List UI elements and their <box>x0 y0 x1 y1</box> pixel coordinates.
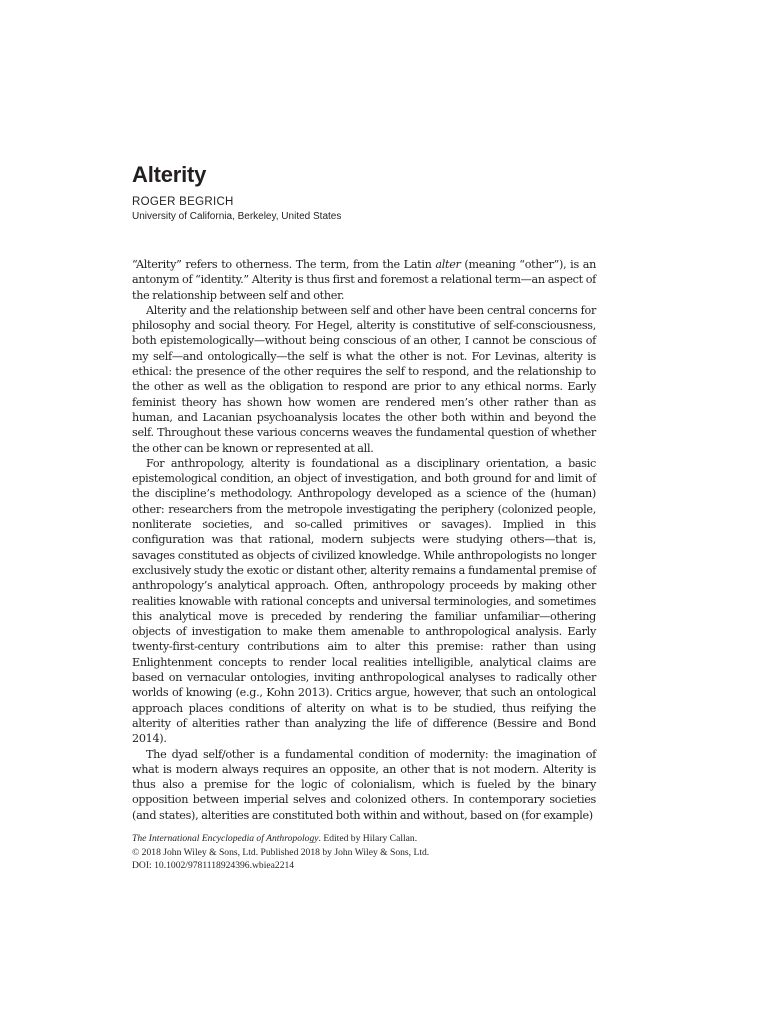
article-body <box>132 257 596 823</box>
paragraph-2: Alterity and the relationship between self and other have been central concerns for philosophy and social theory. For Hegel, alterity is constitutive of self-consciousness, both epistemologically—without being conscious of an other, I cannot be conscious of my self—and ontologically—the self is what the other is not. For Levinas, alterity is ethical: the presence of the other requires the self to respond, and the relationship to the other as well as the obligation to respond are prior to any ethical norms. Early feminist theory has shown how women are rendered men’s other rather than as human, and Lacanian psychoanalysis locates the other both within and beyond the self. Throughout these various concerns weaves the fundamental question of whether the other can be known or represented at all. <box>132 303 596 455</box>
author-affiliation: University of California, Berkeley, United States <box>132 211 342 222</box>
paragraph-1 <box>132 257 596 303</box>
latin-term: alter <box>435 258 461 271</box>
paragraph-1-text-a: “Alterity” refers to otherness. The term, from the Latin <box>132 258 436 271</box>
copyright-line: © 2018 John Wiley & Sons, Ltd. Published 2018 by John Wiley & Sons, Ltd. <box>132 846 430 858</box>
encyclopedia-title: The International Encyclopedia of Anthropology <box>132 833 319 844</box>
citation-footer <box>132 832 596 873</box>
author-name: ROGER BEGRICH <box>132 196 234 208</box>
doi-line: DOI: 10.1002/9781118924396.wbiea2214 <box>132 860 295 871</box>
citation-editor: . Edited by Hilary Callan. <box>318 833 418 844</box>
paragraph-3: For anthropology, alterity is foundational as a disciplinary orientation, a basic epistemological condition, an object of investigation, and both ground for and limit of the discipline’s methodology. Anthropology developed as a science of the (human) other: researchers from the metropole investigating the periphery (colonized people, nonliterate societies, and so-called primitives or savages). Implied in this configuration was that rational, modern subjects were studying others—that is, savages constituted as objects of civilized knowledge. While anthropologists no longer exclusively study the exotic or distant other, alterity remains a fundamental premise of anthropology’s analytical approach. Often, anthropology proceeds by making other realities knowable with rational concepts and universal terminologies, and sometimes this analytical move is preceded by rendering the familiar unfamiliar—othering objects of investigation to make them amenable to anthropological analysis. Early twenty-first-century contributions aim to alter this premise: rather than using Enlightenment concepts to render local realities intelligible, analytical claims are based on vernacular ontologies, inviting anthropological analyses to radically other worlds of knowing (e.g., Kohn 2013). Critics argue, however, that such an ontological approach places conditions of alterity on what is to be studied, thus reifying the alterity of alterities rather than analyzing the life of difference (Bessire and Bond 2014). <box>132 456 596 746</box>
article-title: Alterity <box>132 162 207 187</box>
paragraph-1-text-b: (meaning “other”), is an antonym of “identity.” Alterity is thus first and foremost a relational term—an aspect of the relationship between self and other. <box>132 258 596 302</box>
citation-line <box>132 832 596 846</box>
paragraph-4: The dyad self/other is a fundamental condition of modernity: the imagination of what is modern always requires an opposite, an other that is not modern. Alterity is thus also a premise for the logic of colonialism, which is fueled by the binary opposition between imperial selves and colonized others. In contemporary societies (and states), alterities are constituted both within and without, based on (for example) <box>132 747 596 822</box>
